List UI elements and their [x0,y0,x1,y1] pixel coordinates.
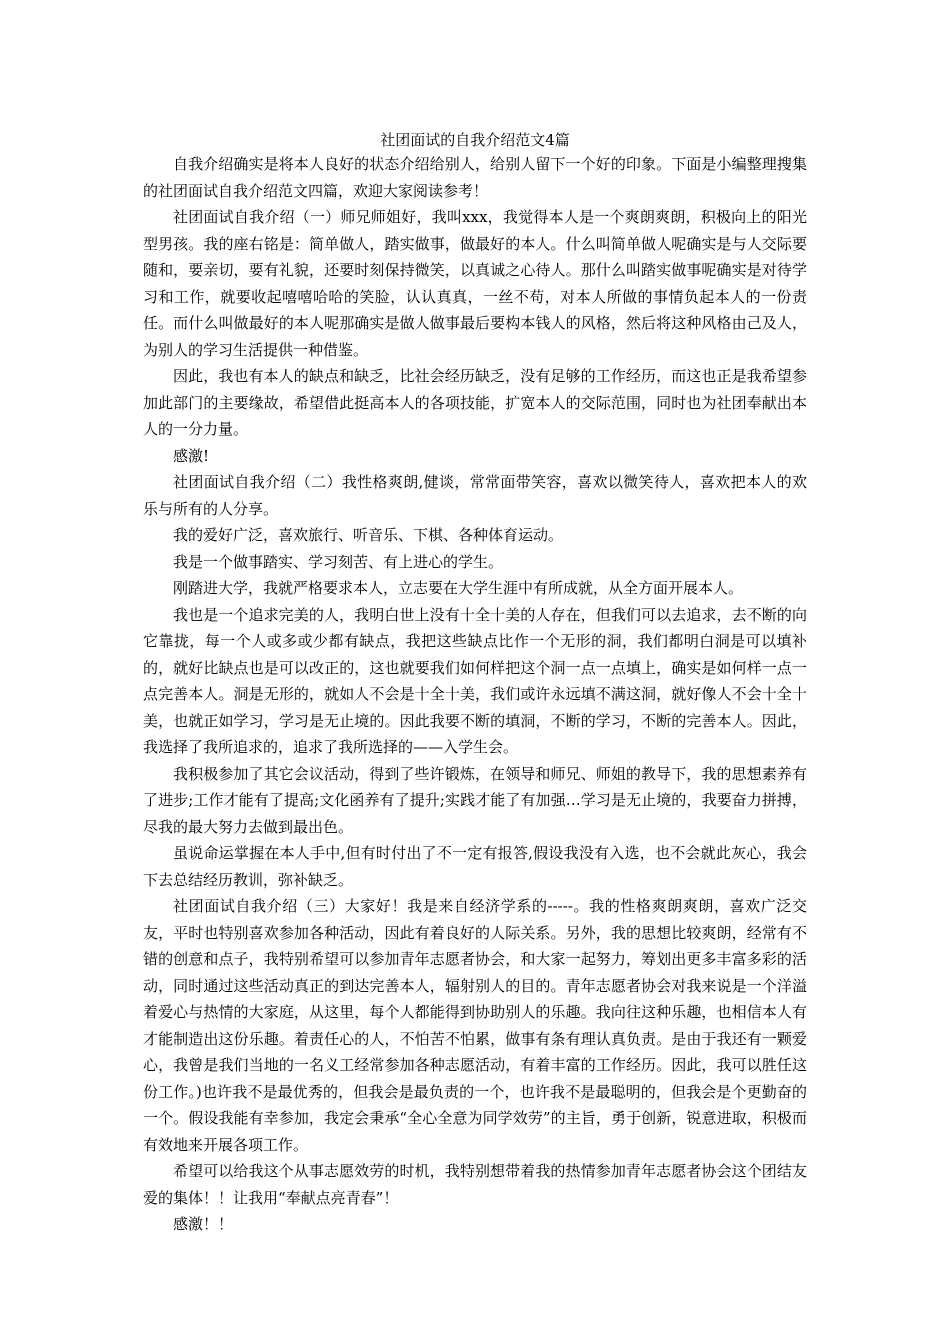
paragraph-perfection: 我也是一个追求完美的人，我明白世上没有十全十美的人存在，但我们可以去追求，去不断的向它靠拢，每一个人或多或少都有缺点，我把这些缺点比作一个无形的洞，我们都明白洞是可以填补的，就好比缺点也是可以改正的，这也就要我们如何样把这个洞一点一点填上，确实是如何样一点一点完善本人。洞是无形的，就如人不会是十全十美，我们或许永远填不满这洞，就好像人不会十全十美，也就正如学习，学习是无止境的。因此我要不断的填洞，不断的学习，不断的完善本人。因此，我选择了我所追求的，追求了我所选择的——入学生会。 [143,605,807,756]
paragraph-intro: 自我介绍确实是将本人良好的状态介绍给别人，给别人留下一个好的印象。下面是小编整理搜集的社团面试自我介绍范文四篇，欢迎大家阅读参考！ [143,155,807,200]
paragraph-activities: 我积极参加了其它会议活动，得到了些许锻炼，在领导和师兄、师姐的教导下，我的思想素养有了进步;工作才能有了提高;文化函养有了提升;实践才能了有加强…学习是无止境的，我要奋力拼搏，尽我的最大努力去做到最出色。 [143,764,807,836]
paragraph-student: 我是一个做事踏实、学习刻苦、有上进心的学生。 [173,552,504,571]
paragraph-thanks-one: 感激! [173,446,210,465]
paragraph-fate: 虽说命运掌握在本人手中,但有时付出了不一定有报答,假设我没有入选，也不会就此灰心，我会下去总结经历教训，弥补缺乏。 [143,844,807,889]
paragraph-hobbies: 我的爱好广泛，喜欢旅行、听音乐、下棋、各种体育运动。 [173,526,564,544]
paragraph-intro-three: 社团面试自我介绍（三）大家好！我是来自经济学系的-----。我的性格爽朗爽朗，喜欢广泛交友，平时也特别喜欢参加各种活动，因此有着良好的人际关系。另外，我的思想比较爽朗，经常有不错的创意和点子，我特别希望可以参加青年志愿者协会，和大家一起努力，筹划出更多丰富多彩的活动，同时通过这些活动真正的到达完善本人，辐射别人的目的。青年志愿者协会对我来说是一个洋溢着爱心与热情的大家庭，从这里，每个人都能得到协助别人的乐趣。我向往这种乐趣，也相信本人有才能制造出这份乐趣。着责任心的人，不怕苦不怕累，做事有条有理认真负责。是由于我还有一颗爱心，我曾是我们当地的一名义工经常参加各种志愿活动，有着丰富的工作经历。因此，我可以胜任这份工作。)也许我不是最优秀的，但我会是最负责的一个，也许我不是最聪明的，但我会是个更勤奋的一个。假设我能有幸参加，我定会秉承“全心全意为同学效劳”的主旨，勇于创新，锐意进取，积极而有效地来开展各项工作。 [143,897,807,1154]
document-title: 社团面试的自我介绍范文4篇 [380,131,570,149]
paragraph-shortcomings: 因此，我也有本人的缺点和缺乏，比社会经历缺乏，没有足够的工作经历，而这也正是我希望参加此部门的主要缘故，希望借此挺高本人的各项技能，扩宽本人的交际范围，同时也为社团奉献出本人的一分力量。 [143,367,807,438]
paragraph-university: 刚踏进大学，我就严格要求本人，立志要在大学生涯中有所成就，从全方面开展本人。 [173,579,744,597]
paragraph-hope: 希望可以给我这个从事志愿效劳的时机，我特别想带着我的热情参加青年志愿者协会这个团结友爱的集体！！让我用“奉献点亮青春”！ [143,1162,807,1207]
paragraph-intro-two: 社团面试自我介绍（二）我性格爽朗,健谈，常常面带笑容，喜欢以微笑待人，喜欢把本人的欢乐与所有的人分享。 [143,473,807,518]
paragraph-thanks-two: 感激！！ [173,1215,234,1233]
document-body [143,151,807,1238]
paragraph-intro-one: 社团面试自我介绍（一）师兄师姐好，我叫xxx，我觉得本人是一个爽朗爽朗，积极向上的阳光型男孩。我的座右铭是：简单做人，踏实做事，做最好的本人。什么叫简单做人呢确实是与人交际要随和，要亲切，要有礼貌，还要时刻保持微笑，以真诚之心待人。那什么叫踏实做事呢确实是对待学习和工作，就要收起嘻嘻哈哈的笑脸，认认真真，一丝不苟，对本人所做的事情负起本人的一份责任。而什么叫做最好的本人呢那确实是做人做事最后要构本钱人的风格，然后将这种风格由己及人，为别人的学习生活提供一种借鉴。 [143,208,807,359]
